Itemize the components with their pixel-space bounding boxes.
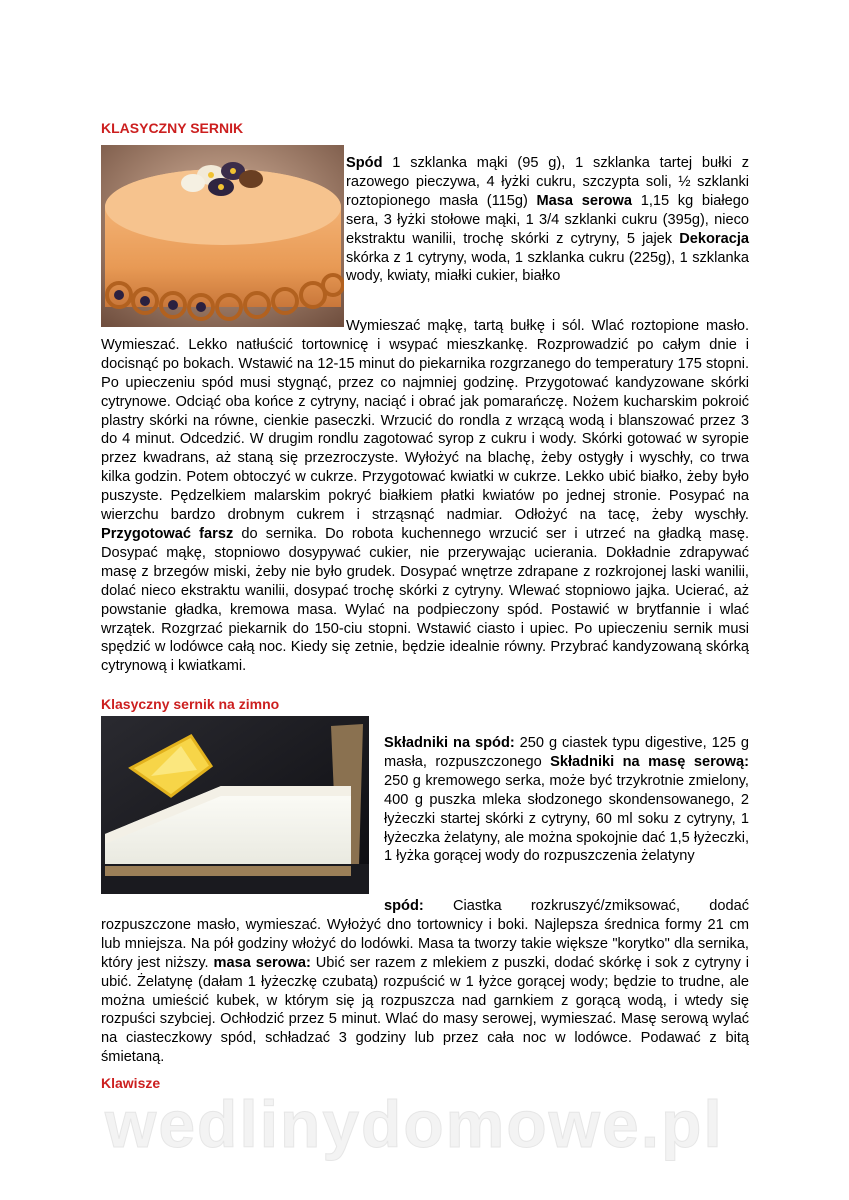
ingredient-label-spod: Spód [346,155,383,171]
cheesecake-slice-photo [101,716,369,894]
method-label-farsz: Przygotować farsz [101,525,234,542]
ingredient-text-spod: 1 szklanka mąki (95 g), 1 szklanka tartej bułki z razowego pieczywa, 4 łyżki cukru, szczypta soli, ½ szklanki roztopionego masła (115g) [346,155,749,209]
ingredient-label-masa-2: Składniki na masę serową: [550,753,749,770]
ingredient-text-masa: 1,15 kg białego sera, 3 łyżki stołowe mąki, 1 3/4 szklanki cukru (395g), nieco ekstraktu wanilii, trochę skórki z cytryny, 5 jajek [346,192,749,247]
recipe1-ingredients [346,154,749,286]
ingredient-label-dekoracja: Dekoracja [679,230,749,247]
cheesecake-slice-illustration [101,716,369,894]
method-text-spod-2: Ciastka rozkruszyć/zmiksować, dodać rozpuszczone masło, wymieszać. Wyłożyć dno tortownicy i boki. Najlepsza średnica formy 21 cm lub mniejsza. Na pół godziny włożyć do lodówki. Masa ta tworzy takie większe "korytko" dla sernika, który jest niższy. [101,898,749,971]
watermark: wedlinydomowe.pl [105,1087,724,1161]
cheesecake-photo [101,145,344,327]
method-text-masa-2: Ubić ser razem z mlekiem z puszki, dodać skórkę i sok z cytryny i ubić. Żelatynę (dałam 1 łyżeczkę czubatą) rozpuścić w 1 łyżce gorącej wody; będzie to trudne, ale można umieścić kubek, w którym się ją rozpuszcza nad garnkiem z gorącą wodą, i wtedy się rozpuści szybciej. Ochłodzić przez 5 minut. Wlać do masy serowej, wymieszać. Masę serową wylać na ciasteczkowy spód, schładzać 3 godziny lub przez cała noc w lodówce. Podawać z bitą śmietaną. [101,954,750,1066]
ingredient-text-spod-2: 250 g ciastek typu digestive, 125 g masła, rozpuszczonego [384,735,749,770]
ingredient-label-masa: Masa serowa [536,192,633,209]
recipe-title-klasyczny-sernik: KLASYCZNY SERNIK [101,120,244,136]
method-text-b: do sernika. Do robota kuchennego wrzucić ser i utrzeć na gładką masę. Dosypać mąkę, stopniowo dosypywać cukier, nie przerywając ucierania. Dokładnie zdrapywać masę z brzegów miski, żeby nie było grudek. Dosypać wnętrze zdrapane z rozkrojonej laski wanilii, dolać nieco ekstraktu wanilii, dosypać trochę skórki z cytryny. Wlewać stopniowo jajka. Ucierać, aż powstanie gładka, kremowa masa. Wylać na podpieczony spód. Postawić w brytfannie i wlać wrzątek. Rozgrzać piekarnik do 150-ciu stopni. Wstawić ciasto i upiec. Po upieczeniu sernik musi spędzić w lodówce całą noc. Kiedy się zetnie, będzie idealnie równy. Przybrać kandyzowaną skórką cytrynową i kwiatkami. [101,525,749,675]
method-text-a: Wymieszać mąkę, tartą bułkę i sól. Wlać roztopione masło. Wymieszać. Lekko natłuścić tortownicę i wsypać mieszkankę. Rozprowadzić po całym dnie i docisnąć po bokach. Wstawić na 12-15 minut do piekarnika rozgrzanego do temperatury 175 stopni. Po upieczeniu spód musi stygnąć, przez co najmniej godzinę. Przygotować kandyzowane skórki cytrynowe. Odciąć oba końce z cytryny, naciąć i obrać jak pomarańczę. Nożem kucharskim pokroić plastry skórki na równe, cienkie paseczki. Wrzucić do rondla z wrzącą wodą i blanszować przez 3 do 4 minut. Odcedzić. W drugim rondlu zagotować syrop z cukru i wody. Skórki gotować w syropie przez kwadrans, aż staną się przezroczyste. Wyłożyć na blachę, żeby ostygły i wyschły, co trwa kilka godzin. Potem obtoczyć w cukrze. Przygotować kwiatki w cukrze. Lekko ubić białko, żeby było puszyste. Pędzelkiem malarskim pokryć białkiem płatki kwiatów po jednej stronie. Posypać na wierzchu bardzo drobnym cukrem i strząsnąć nadmiar. Odłożyć na tacę, żeby wyschły. [101,318,749,524]
recipe-title-klawisze: Klawisze [101,1075,161,1091]
method-label-masa-2: masa serowa: [213,954,311,971]
recipe2-ingredients [384,734,749,866]
recipe2-method [101,897,749,1067]
recipe1-method [101,317,749,676]
ingredient-text-masa-2: 250 g kremowego serka, może być trzykrotnie zmielony, 400 g puszka mleka słodzonego skondensowanego, 2 łyżeczki startej skórki z cytryny, 60 ml soku z cytryny, 1 łyżeczka żelatyny, ale można spokojnie dać 1,5 łyżeczki, 1 łyżka gorącej wody do rozpuszczenia żelatyny [384,772,749,865]
method-label-spod-2: spód: [384,898,424,914]
recipe-title-sernik-na-zimno: Klasyczny sernik na zimno [101,696,280,712]
ingredient-text-dekoracja: skórka z 1 cytryny, woda, 1 szklanka cukru (225g), 1 szklanka wody, kwiaty, miałki cukier, białko [346,249,749,285]
ingredient-label-spod-2: Składniki na spód: [384,735,515,751]
cheesecake-illustration [101,145,344,327]
